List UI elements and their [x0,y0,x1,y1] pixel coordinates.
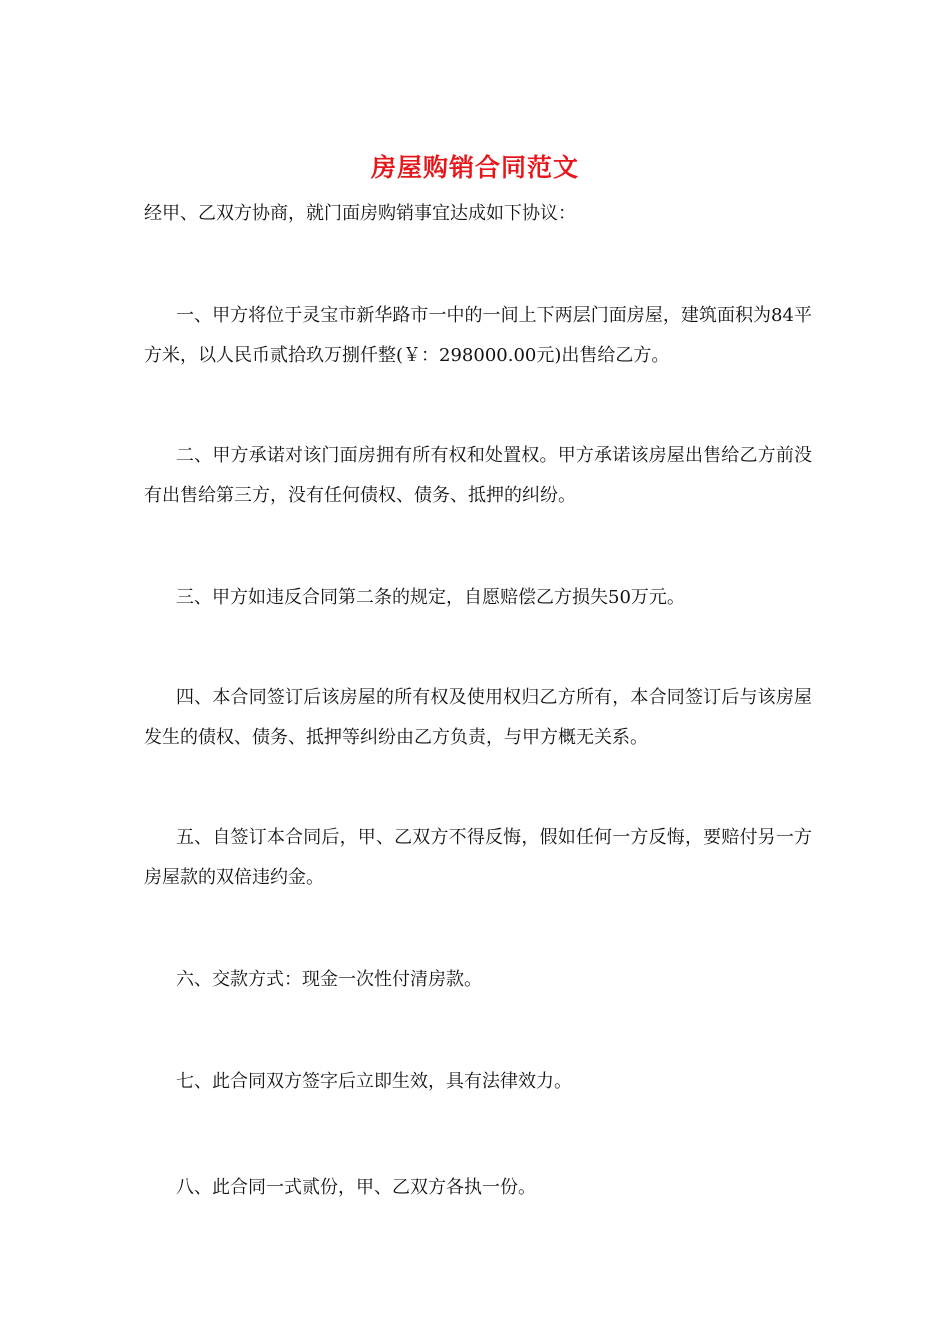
clause-7: 七、此合同双方签字后立即生效，具有法律效力。 [176,1071,572,1092]
document-title: 房屋购销合同范文 [370,153,579,182]
clause-4: 四、本合同签订后该房屋的所有权及使用权归乙方所有，本合同签订后与该房屋发生的债权、债务、抵押等纠纷由乙方负责，与甲方概无关系。 [144,687,812,748]
clause-5: 五、自签订本合同后，甲、乙双方不得反悔，假如任何一方反悔，要赔付另一方房屋款的双倍违约金。 [144,827,812,888]
clause-3: 三、甲方如违反合同第二条的规定，自愿赔偿乙方损失50万元。 [176,587,685,608]
clause-1: 一、甲方将位于灵宝市新华路市一中的一间上下两层门面房屋，建筑面积为84平方米，以人民币贰拾玖万捌仟整(￥：298000.00元)出售给乙方。 [144,305,812,366]
intro-paragraph: 经甲、乙双方协商，就门面房购销事宜达成如下协议： [144,203,576,224]
clause-2: 二、甲方承诺对该门面房拥有所有权和处置权。甲方承诺该房屋出售给乙方前没有出售给第三方，没有任何债权、债务、抵押的纠纷。 [144,445,812,506]
clause-6: 六、交款方式：现金一次性付清房款。 [176,969,482,990]
clause-8: 八、此合同一式贰份，甲、乙双方各执一份。 [176,1177,536,1198]
